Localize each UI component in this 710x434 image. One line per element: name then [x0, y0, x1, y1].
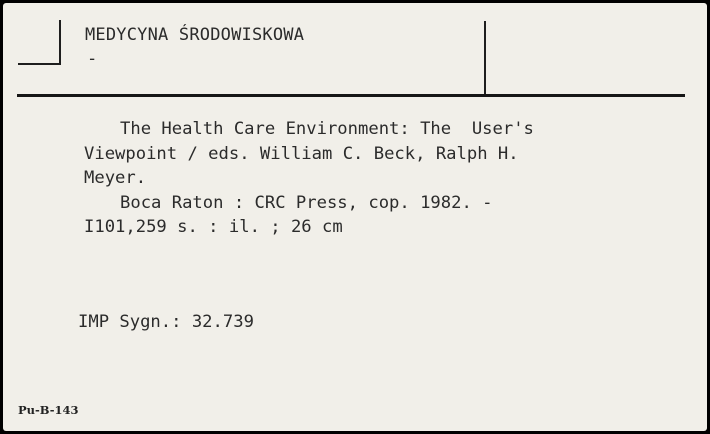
- subject-heading: MEDYCYNA ŚRODOWISKOWA: [85, 25, 305, 45]
- entry-line-imprint: Boca Raton : CRC Press, cop. 1982. -: [120, 192, 493, 213]
- bibliographic-entry: [84, 117, 684, 240]
- card-code: Pu-B-143: [18, 403, 79, 417]
- entry-line-title: The Health Care Environment: The User's: [120, 119, 534, 139]
- entry-line-editors-cont: Meyer.: [84, 168, 147, 188]
- call-number: IMP Sygn.: 32.739: [78, 312, 254, 332]
- entry-line-editors: Viewpoint / eds. William C. Beck, Ralph H.: [84, 143, 519, 164]
- catalog-card: [3, 3, 707, 431]
- heading-divider-horizontal: [17, 94, 685, 97]
- corner-bracket-horizontal: [18, 63, 61, 65]
- subject-dash: -: [87, 49, 98, 69]
- corner-bracket-vertical: [59, 20, 61, 65]
- entry-line-physical-description: I101,259 s. : il. ; 26 cm: [84, 217, 343, 237]
- heading-divider-vertical: [484, 21, 486, 96]
